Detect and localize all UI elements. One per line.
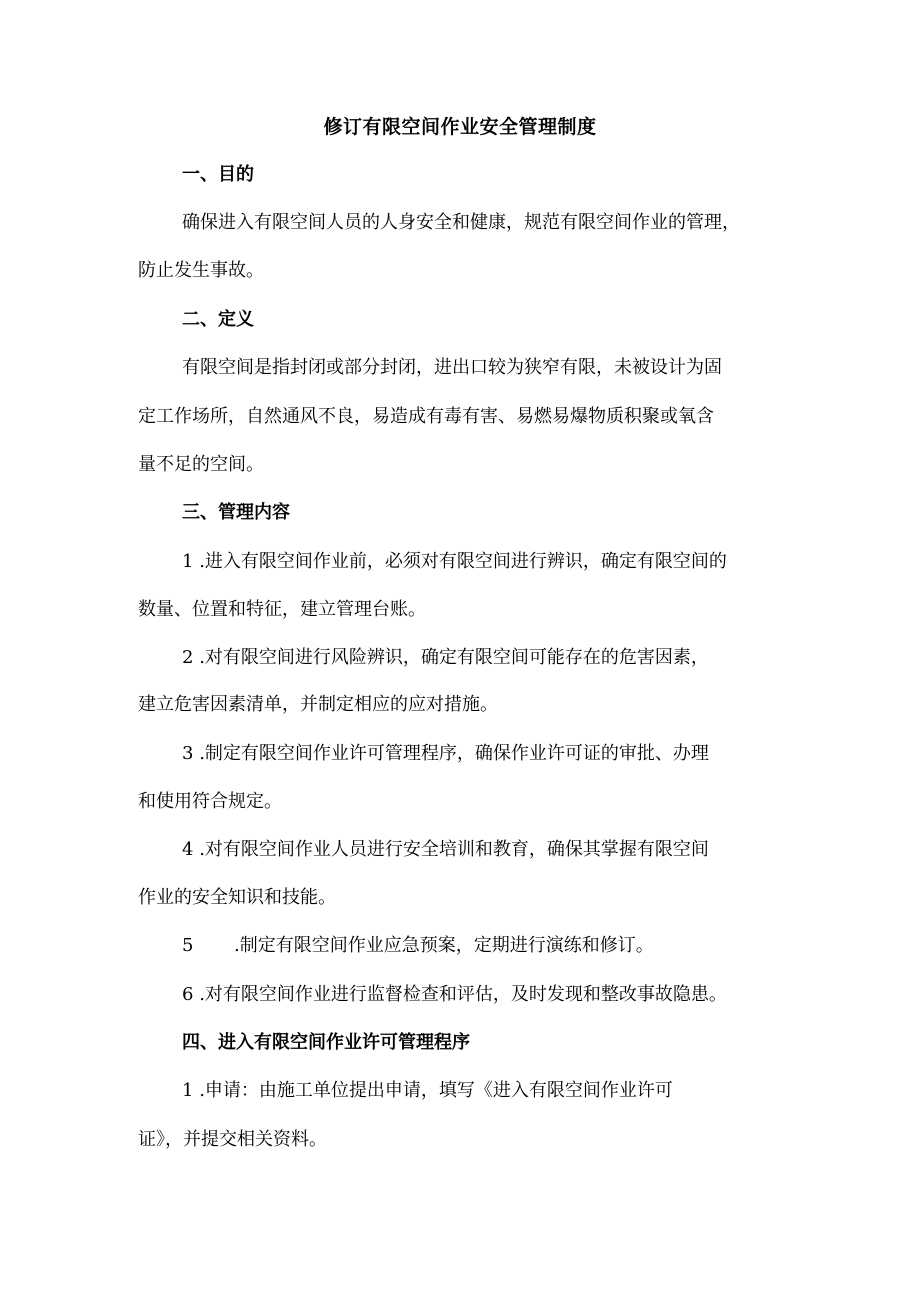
paragraph-line: 定工作场所，自然通风不良，易造成有毒有害、易燃易爆物质积聚或氧含 [138,406,714,427]
list-item-line: 证》，并提交相关资料。 [138,1129,327,1150]
section-heading-permit-procedure: 四、进入有限空间作业许可管理程序 [182,1032,470,1053]
list-item-number: 5 [182,935,194,956]
list-item-line [182,739,709,765]
section-heading-management: 三、管理内容 [182,502,290,523]
section-heading-definition: 二、定义 [182,309,254,330]
list-item-text: .对有限空间作业进行监督检查和评估，及时发现和整改事故隐患。 [199,984,727,1005]
list-item-text: .申请：由施工单位提出申请，填写《进入有限空间作业许可 [199,1080,673,1101]
list-item-number: 2 [182,647,194,668]
list-item-text: .制定有限空间作业应急预案，定期进行演练和修订。 [234,935,654,956]
list-item-line: 和使用符合规定。 [138,791,282,812]
list-item-text: .对有限空间进行风险辨识，确定有限空间可能存在的危害因素， [199,647,709,668]
list-item-line [182,547,727,573]
list-item-number: 1 [182,551,194,572]
list-item-line: 数量、位置和特征，建立管理台账。 [138,599,426,620]
list-item-line [182,835,709,861]
paragraph-line: 确保进入有限空间人员的人身安全和健康，规范有限空间作业的管理， [182,212,740,233]
list-item-line [182,643,709,669]
list-item-text: .制定有限空间作业许可管理程序，确保作业许可证的审批、办理 [199,743,709,764]
list-item-line [182,931,654,957]
list-item-text: .对有限空间作业人员进行安全培训和教育，确保其掌握有限空间 [199,839,709,860]
paragraph-line: 防止发生事故。 [138,260,264,281]
list-item-number: 6 [182,984,194,1005]
list-item-number: 4 [182,839,194,860]
list-item-line [182,1076,673,1102]
section-heading-purpose: 一、目的 [182,164,254,185]
list-item-number: 3 [182,743,194,764]
list-item-line: 建立危害因素清单，并制定相应的应对措施。 [138,694,498,715]
list-item-line: 作业的安全知识和技能。 [138,887,336,908]
paragraph-line: 有限空间是指封闭或部分封闭，进出口较为狭窄有限，未被设计为固 [182,357,722,378]
document-title: 修订有限空间作业安全管理制度 [323,116,597,138]
list-item-number: 1 [182,1080,194,1101]
list-item-line [182,980,727,1006]
paragraph-line: 量不足的空间。 [138,454,264,475]
list-item-text: .进入有限空间作业前，必须对有限空间进行辨识，确定有限空间的 [199,551,727,572]
